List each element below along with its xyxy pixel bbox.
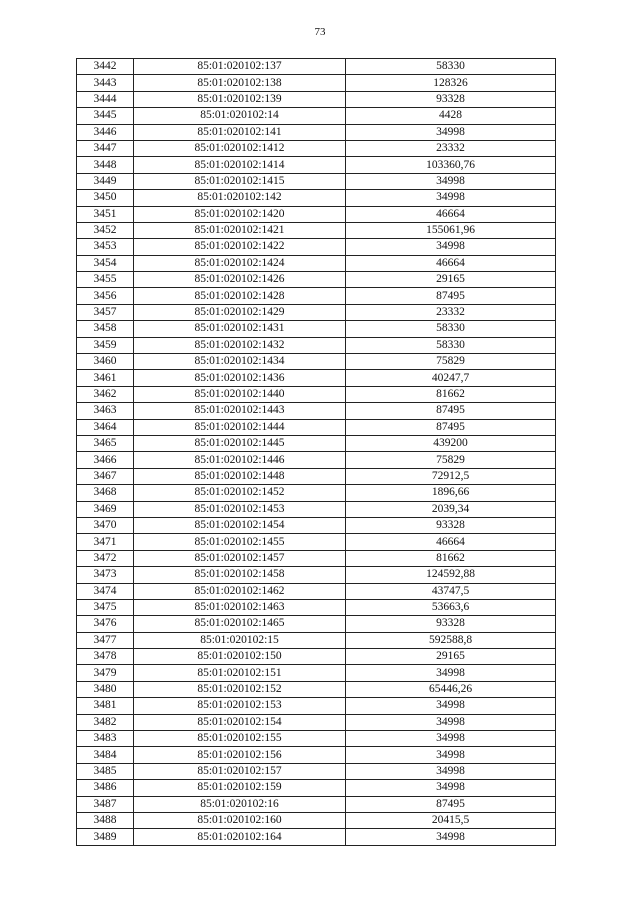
- value-cell: 23332: [346, 140, 556, 156]
- cadastral-number-cell: 85:01:020102:1444: [134, 419, 346, 435]
- table-row: [77, 91, 556, 107]
- row-number-cell: 3468: [77, 485, 134, 501]
- row-number-cell: 3445: [77, 108, 134, 124]
- row-number-cell: 3467: [77, 468, 134, 484]
- cadastral-number-cell: 85:01:020102:1448: [134, 468, 346, 484]
- cadastral-number-cell: 85:01:020102:1457: [134, 550, 346, 566]
- cadastral-number-cell: 85:01:020102:16: [134, 796, 346, 812]
- table-row: [77, 583, 556, 599]
- row-number-cell: 3476: [77, 616, 134, 632]
- row-number-cell: 3471: [77, 534, 134, 550]
- cadastral-number-cell: 85:01:020102:142: [134, 190, 346, 206]
- cadastral-number-cell: 85:01:020102:151: [134, 665, 346, 681]
- value-cell: 124592,88: [346, 567, 556, 583]
- cadastral-number-cell: 85:01:020102:1432: [134, 337, 346, 353]
- table-row: [77, 222, 556, 238]
- table-row: [77, 796, 556, 812]
- cadastral-number-cell: 85:01:020102:1429: [134, 304, 346, 320]
- value-cell: 87495: [346, 419, 556, 435]
- value-cell: 34998: [346, 665, 556, 681]
- value-cell: 23332: [346, 304, 556, 320]
- cadastral-number-cell: 85:01:020102:1426: [134, 272, 346, 288]
- row-number-cell: 3478: [77, 649, 134, 665]
- value-cell: 53663,6: [346, 599, 556, 615]
- cadastral-number-cell: 85:01:020102:141: [134, 124, 346, 140]
- table-row: [77, 567, 556, 583]
- value-cell: 20415,5: [346, 812, 556, 828]
- value-cell: 58330: [346, 337, 556, 353]
- cadastral-number-cell: 85:01:020102:1453: [134, 501, 346, 517]
- row-number-cell: 3447: [77, 140, 134, 156]
- row-number-cell: 3460: [77, 354, 134, 370]
- row-number-cell: 3465: [77, 435, 134, 451]
- table-row: [77, 255, 556, 271]
- table-row: [77, 173, 556, 189]
- table-row: [77, 157, 556, 173]
- row-number-cell: 3462: [77, 386, 134, 402]
- cadastral-number-cell: 85:01:020102:137: [134, 59, 346, 75]
- cadastral-number-cell: 85:01:020102:1465: [134, 616, 346, 632]
- table-row: [77, 681, 556, 697]
- cadastral-number-cell: 85:01:020102:1458: [134, 567, 346, 583]
- table-row: [77, 370, 556, 386]
- value-cell: 81662: [346, 550, 556, 566]
- table-body: [77, 59, 556, 846]
- value-cell: 34998: [346, 763, 556, 779]
- table-row: [77, 337, 556, 353]
- row-number-cell: 3481: [77, 698, 134, 714]
- table-row: [77, 599, 556, 615]
- row-number-cell: 3486: [77, 780, 134, 796]
- table-row: [77, 190, 556, 206]
- cadastral-number-cell: 85:01:020102:150: [134, 649, 346, 665]
- table-row: [77, 386, 556, 402]
- row-number-cell: 3474: [77, 583, 134, 599]
- cadastral-number-cell: 85:01:020102:157: [134, 763, 346, 779]
- value-cell: 65446,26: [346, 681, 556, 697]
- value-cell: 40247,7: [346, 370, 556, 386]
- value-cell: 4428: [346, 108, 556, 124]
- row-number-cell: 3449: [77, 173, 134, 189]
- table-row: [77, 304, 556, 320]
- cadastral-number-cell: 85:01:020102:1431: [134, 321, 346, 337]
- value-cell: 87495: [346, 796, 556, 812]
- cadastral-number-cell: 85:01:020102:1422: [134, 239, 346, 255]
- value-cell: 34998: [346, 731, 556, 747]
- row-number-cell: 3452: [77, 222, 134, 238]
- row-number-cell: 3455: [77, 272, 134, 288]
- row-number-cell: 3444: [77, 91, 134, 107]
- cadastral-number-cell: 85:01:020102:1463: [134, 599, 346, 615]
- table-row: [77, 534, 556, 550]
- cadastral-number-cell: 85:01:020102:1445: [134, 435, 346, 451]
- table-row: [77, 452, 556, 468]
- row-number-cell: 3448: [77, 157, 134, 173]
- table-row: [77, 616, 556, 632]
- row-number-cell: 3463: [77, 403, 134, 419]
- value-cell: 75829: [346, 452, 556, 468]
- table-row: [77, 747, 556, 763]
- table-row: [77, 272, 556, 288]
- row-number-cell: 3450: [77, 190, 134, 206]
- row-number-cell: 3488: [77, 812, 134, 828]
- value-cell: 81662: [346, 386, 556, 402]
- table-row: [77, 354, 556, 370]
- value-cell: 46664: [346, 206, 556, 222]
- table-row: [77, 108, 556, 124]
- cadastral-number-cell: 85:01:020102:15: [134, 632, 346, 648]
- table-row: [77, 206, 556, 222]
- row-number-cell: 3446: [77, 124, 134, 140]
- table-row: [77, 403, 556, 419]
- cadastral-number-cell: 85:01:020102:1424: [134, 255, 346, 271]
- value-cell: 34998: [346, 829, 556, 845]
- table-row: [77, 632, 556, 648]
- table-row: [77, 649, 556, 665]
- cadastral-number-cell: 85:01:020102:1446: [134, 452, 346, 468]
- row-number-cell: 3489: [77, 829, 134, 845]
- table-row: [77, 501, 556, 517]
- row-number-cell: 3473: [77, 567, 134, 583]
- value-cell: 87495: [346, 403, 556, 419]
- value-cell: 58330: [346, 59, 556, 75]
- cadastral-number-cell: 85:01:020102:1421: [134, 222, 346, 238]
- value-cell: 34998: [346, 124, 556, 140]
- value-cell: 46664: [346, 255, 556, 271]
- value-cell: 34998: [346, 747, 556, 763]
- value-cell: 93328: [346, 616, 556, 632]
- cadastral-number-cell: 85:01:020102:14: [134, 108, 346, 124]
- value-cell: 103360,76: [346, 157, 556, 173]
- cadastral-number-cell: 85:01:020102:153: [134, 698, 346, 714]
- cadastral-number-cell: 85:01:020102:1412: [134, 140, 346, 156]
- row-number-cell: 3480: [77, 681, 134, 697]
- table-row: [77, 550, 556, 566]
- row-number-cell: 3472: [77, 550, 134, 566]
- value-cell: 93328: [346, 517, 556, 533]
- value-cell: 2039,34: [346, 501, 556, 517]
- table-row: [77, 780, 556, 796]
- cadastral-number-cell: 85:01:020102:1443: [134, 403, 346, 419]
- value-cell: 72912,5: [346, 468, 556, 484]
- table-row: [77, 485, 556, 501]
- row-number-cell: 3479: [77, 665, 134, 681]
- table-row: [77, 321, 556, 337]
- table-row: [77, 731, 556, 747]
- table-row: [77, 517, 556, 533]
- row-number-cell: 3457: [77, 304, 134, 320]
- cadastral-value-table: [76, 58, 556, 846]
- value-cell: 75829: [346, 354, 556, 370]
- table-row: [77, 665, 556, 681]
- row-number-cell: 3453: [77, 239, 134, 255]
- value-cell: 29165: [346, 272, 556, 288]
- row-number-cell: 3456: [77, 288, 134, 304]
- table-row: [77, 124, 556, 140]
- row-number-cell: 3461: [77, 370, 134, 386]
- row-number-cell: 3458: [77, 321, 134, 337]
- table-row: [77, 763, 556, 779]
- table-row: [77, 435, 556, 451]
- cadastral-number-cell: 85:01:020102:1462: [134, 583, 346, 599]
- value-cell: 34998: [346, 239, 556, 255]
- row-number-cell: 3443: [77, 75, 134, 91]
- value-cell: 34998: [346, 714, 556, 730]
- table-row: [77, 75, 556, 91]
- cadastral-number-cell: 85:01:020102:1454: [134, 517, 346, 533]
- row-number-cell: 3475: [77, 599, 134, 615]
- value-cell: 58330: [346, 321, 556, 337]
- row-number-cell: 3454: [77, 255, 134, 271]
- row-number-cell: 3477: [77, 632, 134, 648]
- cadastral-number-cell: 85:01:020102:164: [134, 829, 346, 845]
- table-row: [77, 714, 556, 730]
- row-number-cell: 3466: [77, 452, 134, 468]
- table-row: [77, 419, 556, 435]
- page-number: 73: [314, 26, 326, 38]
- cadastral-number-cell: 85:01:020102:1452: [134, 485, 346, 501]
- value-cell: 87495: [346, 288, 556, 304]
- cadastral-number-cell: 85:01:020102:1428: [134, 288, 346, 304]
- value-cell: 46664: [346, 534, 556, 550]
- value-cell: 43747,5: [346, 583, 556, 599]
- cadastral-number-cell: 85:01:020102:1414: [134, 157, 346, 173]
- cadastral-number-cell: 85:01:020102:1434: [134, 354, 346, 370]
- row-number-cell: 3483: [77, 731, 134, 747]
- value-cell: 34998: [346, 698, 556, 714]
- value-cell: 439200: [346, 435, 556, 451]
- value-cell: 34998: [346, 780, 556, 796]
- cadastral-number-cell: 85:01:020102:159: [134, 780, 346, 796]
- value-cell: 1896,66: [346, 485, 556, 501]
- table-row: [77, 59, 556, 75]
- row-number-cell: 3487: [77, 796, 134, 812]
- value-cell: 128326: [346, 75, 556, 91]
- cadastral-number-cell: 85:01:020102:138: [134, 75, 346, 91]
- cadastral-number-cell: 85:01:020102:139: [134, 91, 346, 107]
- row-number-cell: 3484: [77, 747, 134, 763]
- table-row: [77, 239, 556, 255]
- value-cell: 93328: [346, 91, 556, 107]
- value-cell: 29165: [346, 649, 556, 665]
- cadastral-number-cell: 85:01:020102:1440: [134, 386, 346, 402]
- value-cell: 34998: [346, 173, 556, 189]
- row-number-cell: 3470: [77, 517, 134, 533]
- table-row: [77, 468, 556, 484]
- row-number-cell: 3485: [77, 763, 134, 779]
- row-number-cell: 3482: [77, 714, 134, 730]
- cadastral-number-cell: 85:01:020102:1415: [134, 173, 346, 189]
- table-row: [77, 140, 556, 156]
- cadastral-number-cell: 85:01:020102:152: [134, 681, 346, 697]
- cadastral-number-cell: 85:01:020102:1455: [134, 534, 346, 550]
- value-cell: 34998: [346, 190, 556, 206]
- cadastral-number-cell: 85:01:020102:155: [134, 731, 346, 747]
- table-row: [77, 288, 556, 304]
- table-row: [77, 829, 556, 845]
- row-number-cell: 3469: [77, 501, 134, 517]
- cadastral-number-cell: 85:01:020102:160: [134, 812, 346, 828]
- cadastral-number-cell: 85:01:020102:1436: [134, 370, 346, 386]
- table-row: [77, 812, 556, 828]
- table-row: [77, 698, 556, 714]
- value-cell: 155061,96: [346, 222, 556, 238]
- cadastral-number-cell: 85:01:020102:156: [134, 747, 346, 763]
- row-number-cell: 3442: [77, 59, 134, 75]
- row-number-cell: 3459: [77, 337, 134, 353]
- cadastral-number-cell: 85:01:020102:1420: [134, 206, 346, 222]
- row-number-cell: 3451: [77, 206, 134, 222]
- cadastral-number-cell: 85:01:020102:154: [134, 714, 346, 730]
- value-cell: 592588,8: [346, 632, 556, 648]
- row-number-cell: 3464: [77, 419, 134, 435]
